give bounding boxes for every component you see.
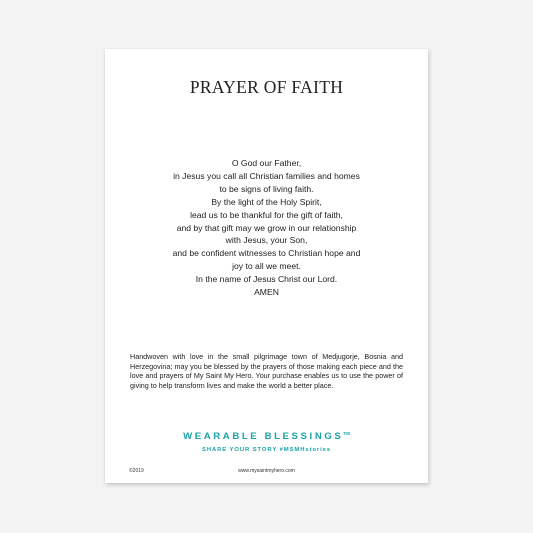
product-description: Handwoven with love in the small pilgrimage town of Medjugorje, Bosnia and Herzegovina; may you be blessed by the prayers of those making each piece and the love and prayers of My Saint My Hero. Your purchase enables us to use the power of giving to help transform lives and make the world a better place. (130, 352, 403, 390)
website-url: www.mysaintmyhero.com (238, 468, 295, 474)
prayer-card (105, 49, 428, 483)
prayer-line: to be signs of living faith. (219, 183, 314, 194)
prayer-line: and by that gift may we grow in our relationship (176, 222, 357, 233)
prayer-line: with Jesus, your Son, (225, 235, 308, 246)
copyright-year: ©2019 (129, 468, 144, 474)
prayer-line: in Jesus you call all Christian families and homes (173, 170, 360, 181)
prayer-line: joy to all we meet. (232, 261, 301, 272)
trademark-mark: TM (343, 431, 350, 436)
brand-logo (105, 431, 428, 442)
prayer-amen: AMEN (254, 287, 279, 298)
prayer-line: and be confident witnesses to Christian hope and (172, 248, 361, 259)
card-title: PRAYER OF FAITH (189, 77, 344, 97)
prayer-line: In the name of Jesus Christ our Lord. (195, 274, 338, 285)
prayer-line: O God our Father, (231, 158, 302, 168)
prayer-text (105, 157, 428, 299)
prayer-line: lead us to be thankful for the gift of faith, (190, 209, 343, 220)
tagline: SHARE YOUR STORY #MSMHstories (202, 447, 331, 453)
brand-name: WEARABLE BLESSINGS (183, 431, 344, 442)
prayer-line: By the light of the Holy Spirit, (211, 196, 322, 207)
